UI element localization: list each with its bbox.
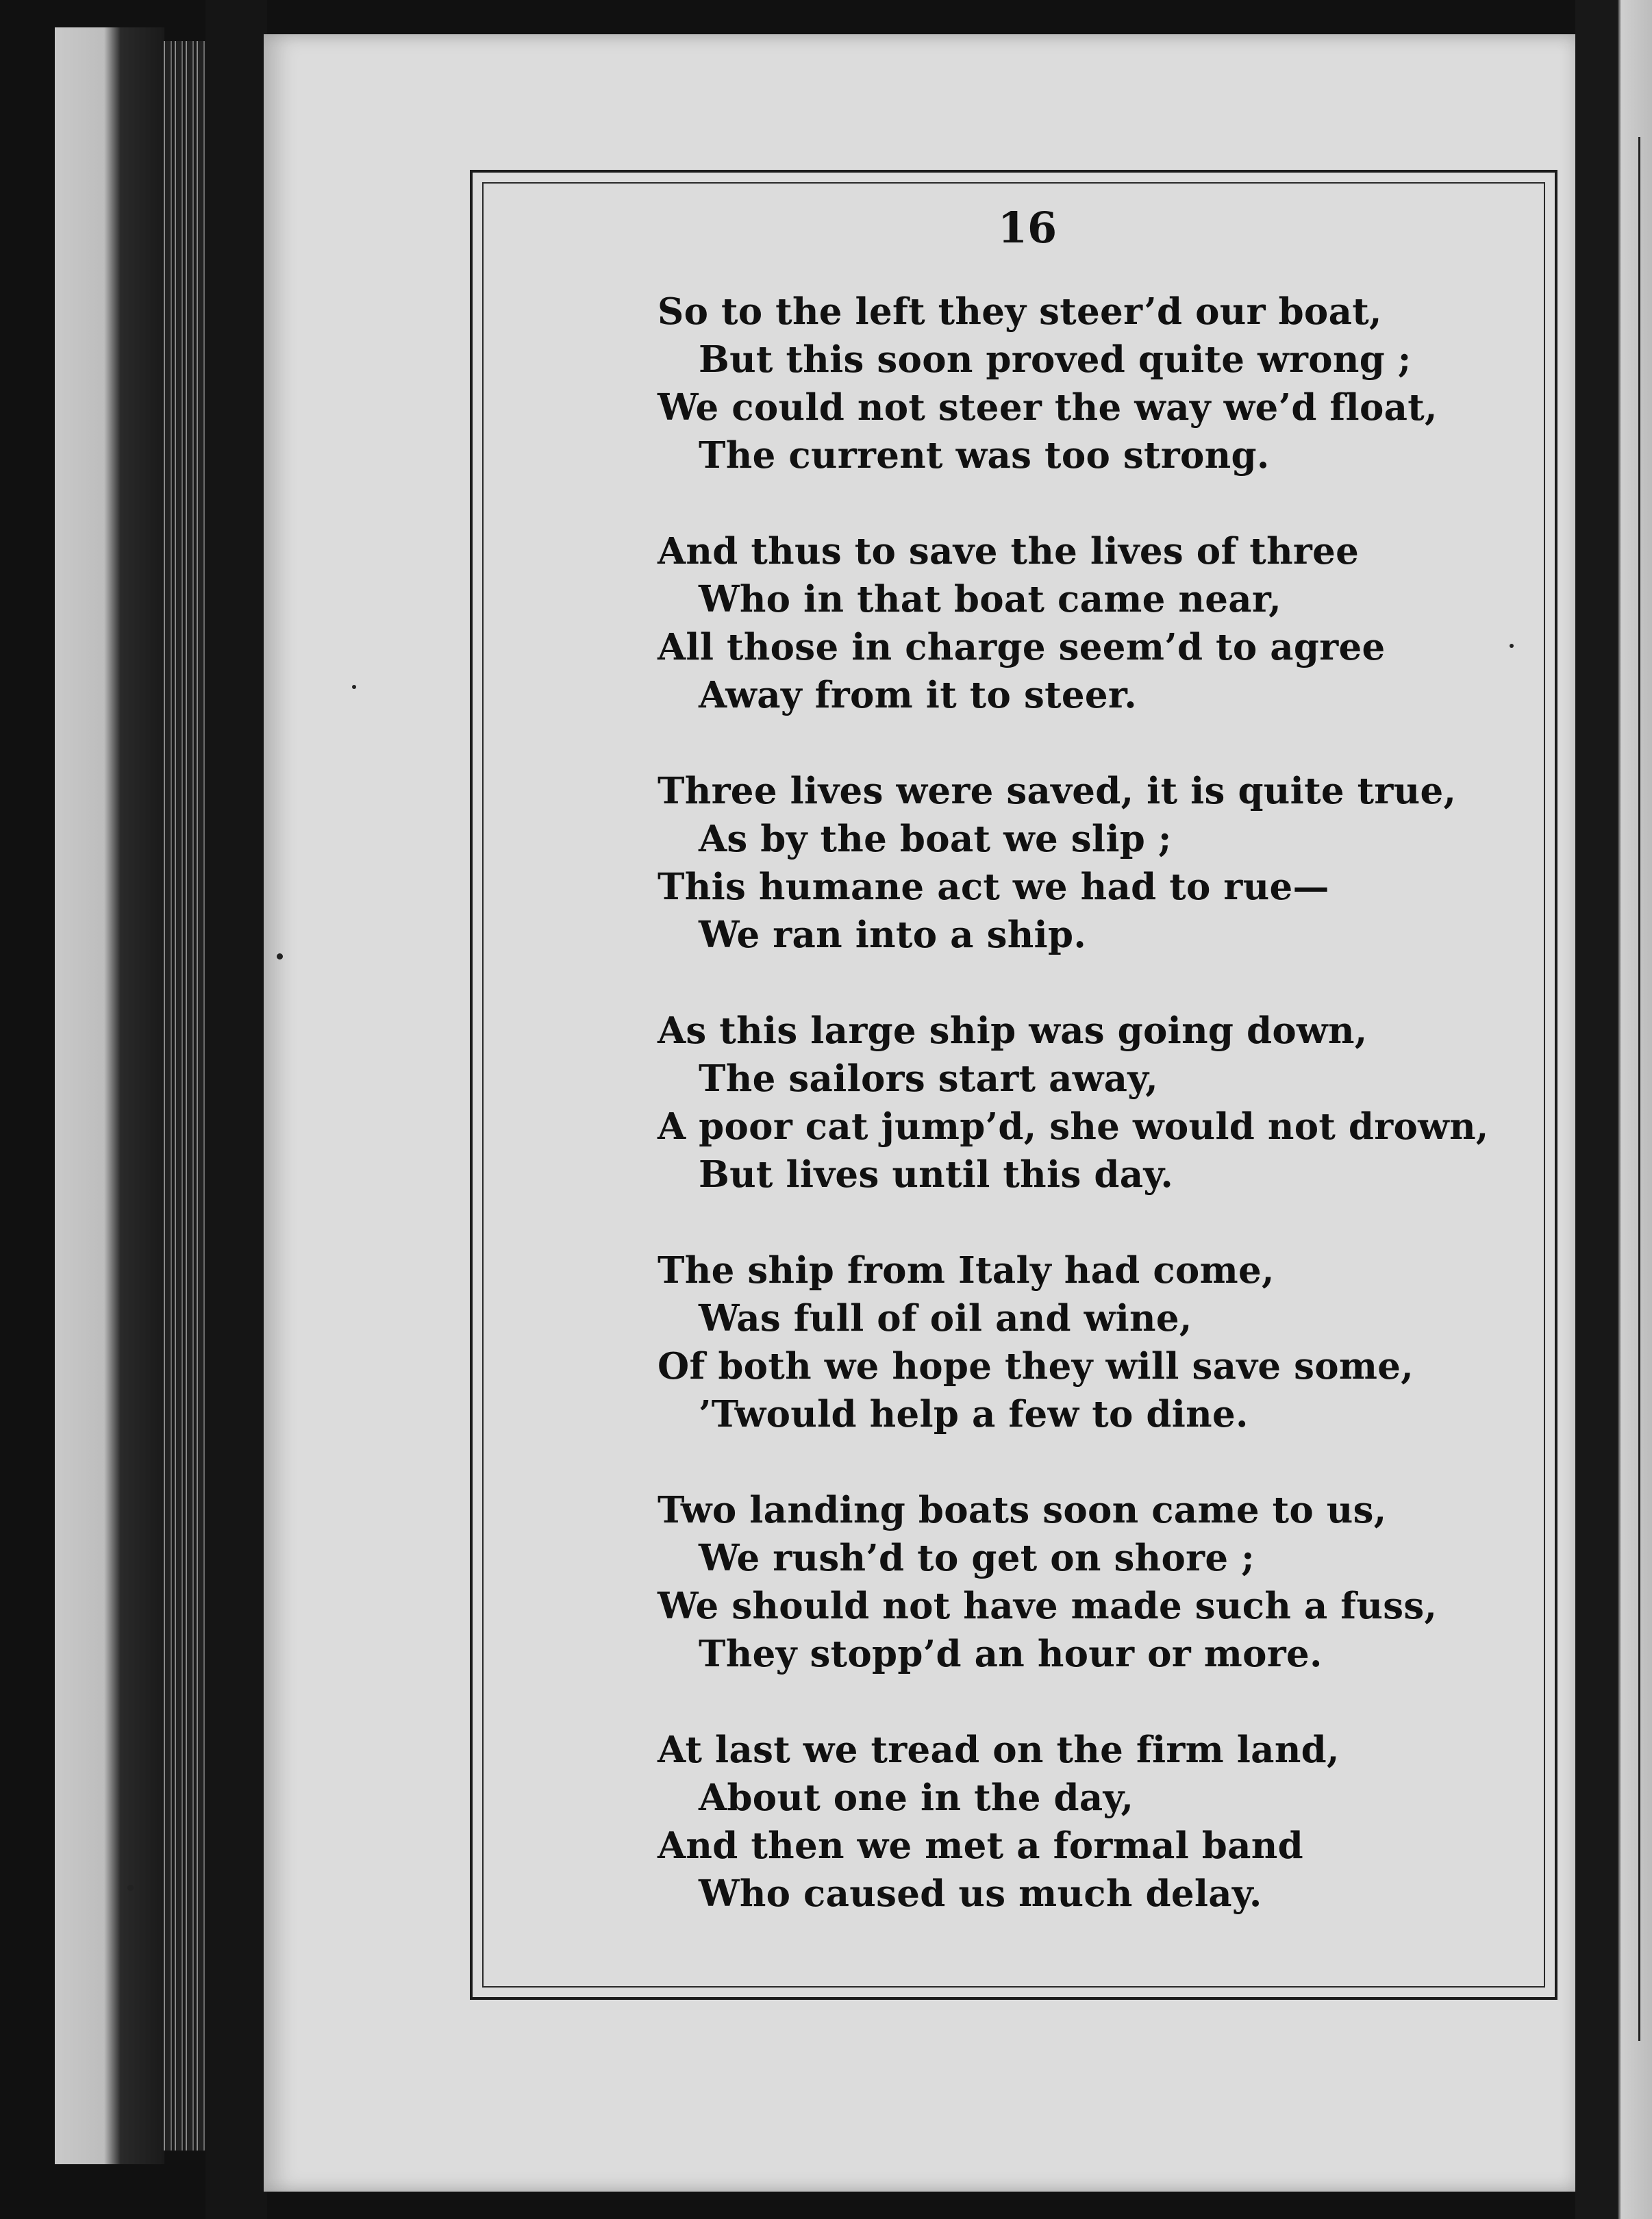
poem-line: About one in the day, xyxy=(699,1777,1134,1819)
poem-text xyxy=(658,288,1489,1966)
poem-line: All those in charge seem’d to agree xyxy=(658,626,1386,668)
ink-speck xyxy=(352,685,356,689)
facing-page-rule xyxy=(1638,137,1644,2041)
ink-speck xyxy=(1510,644,1514,648)
stanza xyxy=(658,288,1438,479)
poem-line: We should not have made such a fuss, xyxy=(658,1585,1438,1627)
poem-line: And thus to save the lives of three xyxy=(658,530,1360,573)
poem-line: Of both we hope they will save some, xyxy=(658,1345,1414,1388)
poem-line: We ran into a ship. xyxy=(699,914,1087,956)
ink-speck xyxy=(277,953,283,960)
poem-line: Who caused us much delay. xyxy=(699,1872,1262,1915)
poem-line: Who in that boat came near, xyxy=(699,578,1282,620)
stanza xyxy=(658,1726,1397,1918)
poem-line: Away from it to steer. xyxy=(699,674,1138,716)
poem-line: As this large ship was going down, xyxy=(658,1010,1368,1052)
book-page-stack xyxy=(55,27,164,2164)
poem-line: They stopp’d an hour or more. xyxy=(699,1633,1323,1675)
page-number: 16 xyxy=(997,203,1057,253)
ink-speck xyxy=(127,1885,134,1891)
stanza xyxy=(658,1007,1489,1199)
poem-line: A poor cat jump’d, she would not drown, xyxy=(658,1105,1489,1148)
poem-line: Three lives were saved, it is quite true, xyxy=(658,770,1457,812)
poem-line: Was full of oil and wine, xyxy=(699,1297,1192,1340)
stanza xyxy=(658,767,1457,959)
poem-line: We could not steer the way we’d float, xyxy=(658,386,1438,429)
poem-line: So to the left they steer’d our boat, xyxy=(658,290,1382,333)
poem-line: And then we met a formal band xyxy=(658,1825,1303,1867)
poem-line: The current was too strong. xyxy=(699,434,1270,477)
poem-line: This humane act we had to rue— xyxy=(658,866,1329,908)
book-gutter xyxy=(205,0,267,2219)
poem-line: The ship from Italy had come, xyxy=(658,1249,1275,1292)
poem-line: As by the boat we slip ; xyxy=(699,818,1172,860)
poem-line: At last we tread on the firm land, xyxy=(658,1729,1340,1771)
poem-line: We rush’d to get on shore ; xyxy=(699,1537,1255,1579)
poem-line: ’Twould help a few to dine. xyxy=(699,1393,1249,1436)
poem-line: But lives until this day. xyxy=(699,1153,1174,1196)
poem-line: The sailors start away, xyxy=(699,1057,1159,1100)
poem-line: Two landing boats soon came to us, xyxy=(658,1489,1387,1531)
stanza xyxy=(658,527,1397,719)
stanza xyxy=(658,1246,1414,1438)
poem-line: But this soon proved quite wrong ; xyxy=(699,338,1412,381)
stanza xyxy=(658,1486,1438,1678)
